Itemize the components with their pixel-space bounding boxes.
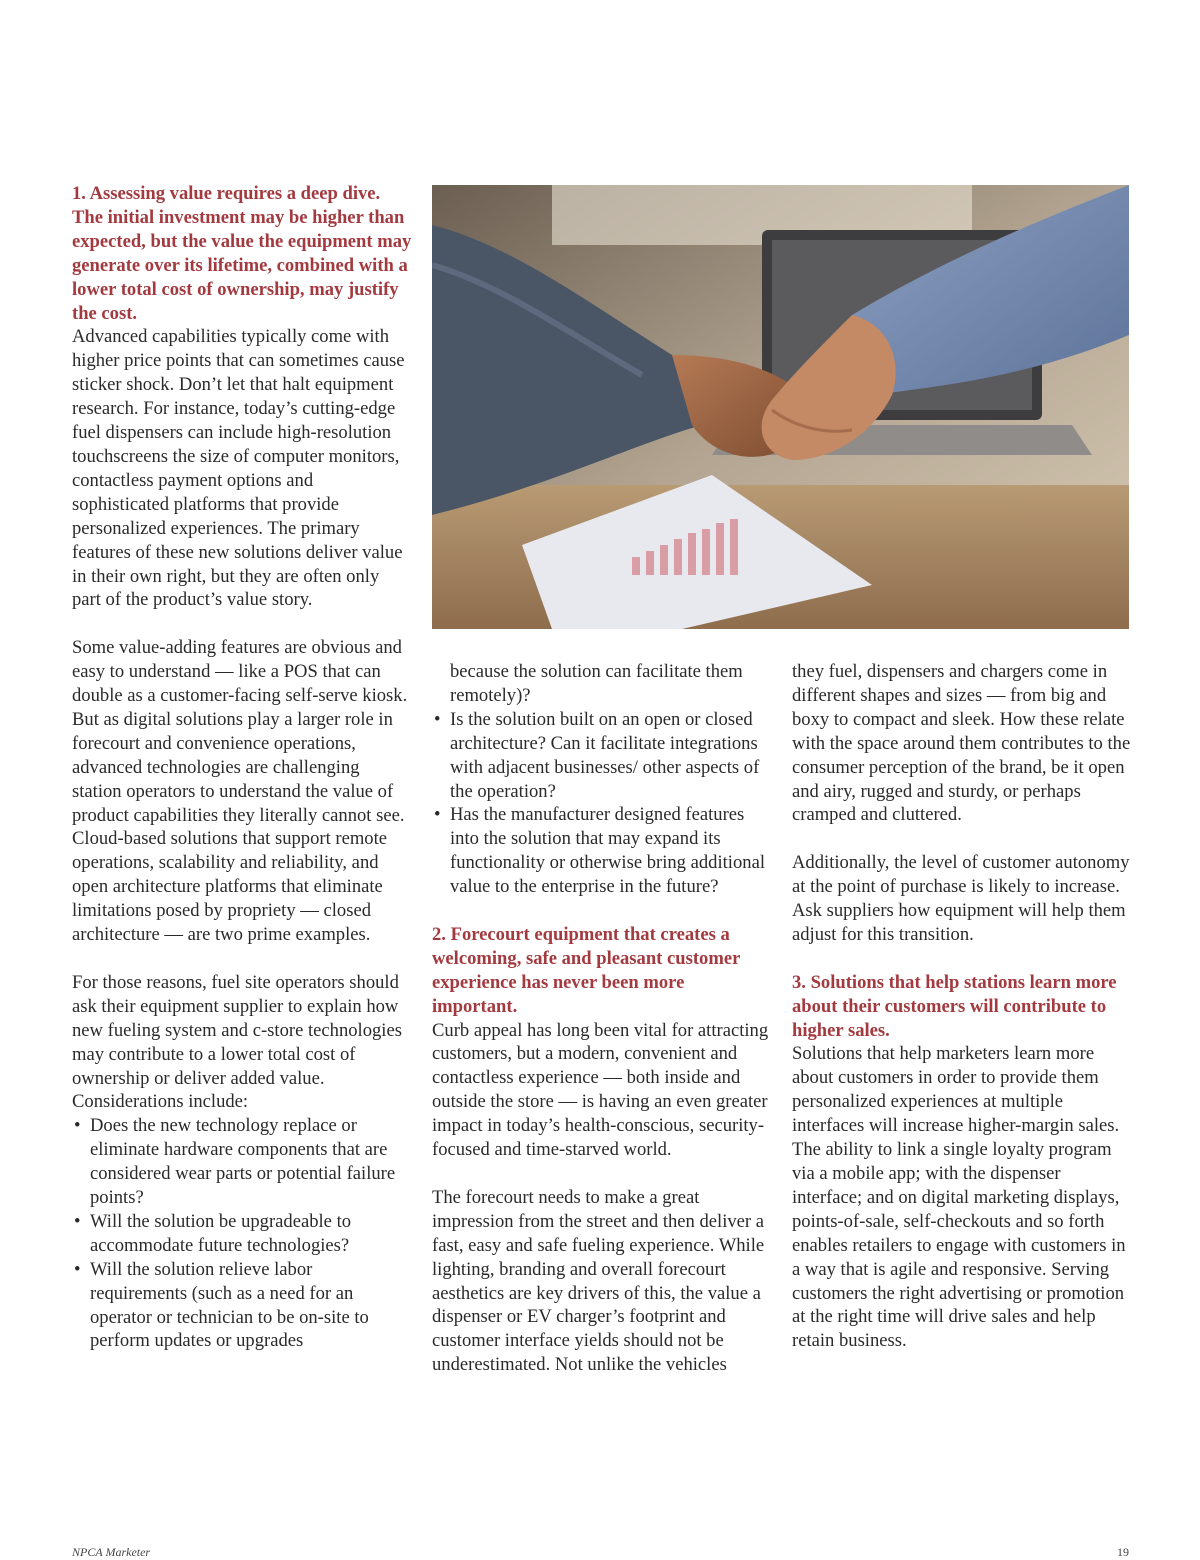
section-2 bbox=[432, 923, 772, 1162]
section-1-paragraph-3: For those reasons, fuel site operators should ask their equipment supplier to explain how new fueling system and c-store technologies may contribute to a lower total cost of ownership or deliver added value. Considerations include: bbox=[72, 971, 402, 1113]
footer-publication-title: NPCA Marketer bbox=[72, 1545, 151, 1559]
consideration-item-2: • Will the solution be upgradeable to accommodate future technologies? bbox=[72, 1210, 412, 1258]
article-column-3 bbox=[792, 660, 1132, 1377]
section-2-paragraph-3: Additionally, the level of customer autonomy at the point of purchase is likely to increase. Ask suppliers how equipment will help them adjust for this transition. bbox=[792, 852, 1130, 945]
considerations-list bbox=[72, 1114, 412, 1353]
section-3 bbox=[792, 971, 1132, 1354]
consideration-item-3: • Will the solution relieve labor requirements (such as a need for an operator or technician to be on-site to perform updates or upgrades bbox=[72, 1258, 412, 1354]
handshake-photo bbox=[432, 185, 1129, 629]
section-1-paragraph-1: Advanced capabilities typically come with higher price points that can sometimes cause sticker shock. Don’t let that halt equipment research. For instance, today’s cutting-edge fuel dispensers can include high-resolution touchscreens the size of computer monitors, contactless payment options and sophisticated platforms that provide personalized experiences. The primary features of these new solutions deliver value in their own right, but they are often only part of the product’s value story. bbox=[72, 326, 405, 611]
section-3-paragraph-1: Solutions that help marketers learn more about customers in order to provide them personalized experiences at multiple interfaces will increase higher-margin sales. The ability to link a single loyalty program via a mobile app; with the dispenser interface; and on digital marketing displays, points-of-sale, self-checkouts and so forth enables retailers to engage with customers in a way that is agile and responsive. Serving customers the right advertising or promotion at the right time will drive sales and help retain business. bbox=[792, 1043, 1126, 1352]
footer-page-number: 19 bbox=[1117, 1545, 1129, 1559]
considerations-list-continued bbox=[432, 708, 772, 899]
section-3-heading: 3. Solutions that help stations learn more about their customers will contribute to higher sales. bbox=[792, 971, 1117, 1041]
section-2-paragraph-2: The forecourt needs to make a great impression from the street and then deliver a fast, easy and safe fueling experience. While lighting, branding and overall forecourt aesthetics are key drivers of this, the value a dispenser or EV charger’s footprint and customer interface yields should not be underestimated. Not unlike the vehicles bbox=[432, 1186, 765, 1376]
section-1-paragraph-2: Some value-adding features are obvious and easy to understand — like a POS that can double as a customer-facing self-serve kiosk. But as digital solutions play a larger role in forecourt and convenience operations, advanced technologies are challenging station operators to understand the value of product capabilities they literally cannot see. Cloud-based solutions that support remote operations, scalability and reliability, and open architecture platforms that eliminate limitations posed by propriety — closed architecture — are two prime examples. bbox=[72, 637, 408, 946]
section-2-heading: 2. Forecourt equipment that creates a welcoming, safe and pleasant customer experience has never been more important. bbox=[432, 923, 740, 1017]
consideration-item-5: • Has the manufacturer designed features into the solution that may expand its functionality or otherwise bring additional value to the enterprise in the future? bbox=[432, 803, 772, 899]
section-2-paragraph-1: Curb appeal has long been vital for attracting customers, but a modern, convenient and contactless experience — both inside and outside the store — is having an even greater impact in today’s health-conscious, security-focused and time-starved world. bbox=[432, 1019, 769, 1161]
consideration-item-4: • Is the solution built on an open or closed architecture? Can it facilitate integrations with adjacent businesses/ other aspects of the operation? bbox=[432, 708, 772, 804]
section-1 bbox=[72, 182, 412, 612]
article-column-2 bbox=[432, 660, 772, 1401]
article-column-1 bbox=[72, 182, 412, 1353]
bullet-continuation: because the solution can facilitate them remotely)? bbox=[450, 661, 743, 706]
section-1-heading: 1. Assessing value requires a deep dive. The initial investment may be higher than expected, but the value the equipment may generate over its lifetime, combined with a lower total cost of ownership, may justify the cost. bbox=[72, 183, 412, 324]
section-2-paragraph-2-continued: they fuel, dispensers and chargers come in different shapes and sizes — from big and boxy to compact and sleek. How these relate with the space around them contributes to the consumer perception of the brand, be it open and airy, rugged and sturdy, or perhaps cramped and cluttered. bbox=[792, 661, 1131, 826]
consideration-item-1: • Does the new technology replace or eliminate hardware components that are considered wear parts or potential failure points? bbox=[72, 1114, 412, 1210]
